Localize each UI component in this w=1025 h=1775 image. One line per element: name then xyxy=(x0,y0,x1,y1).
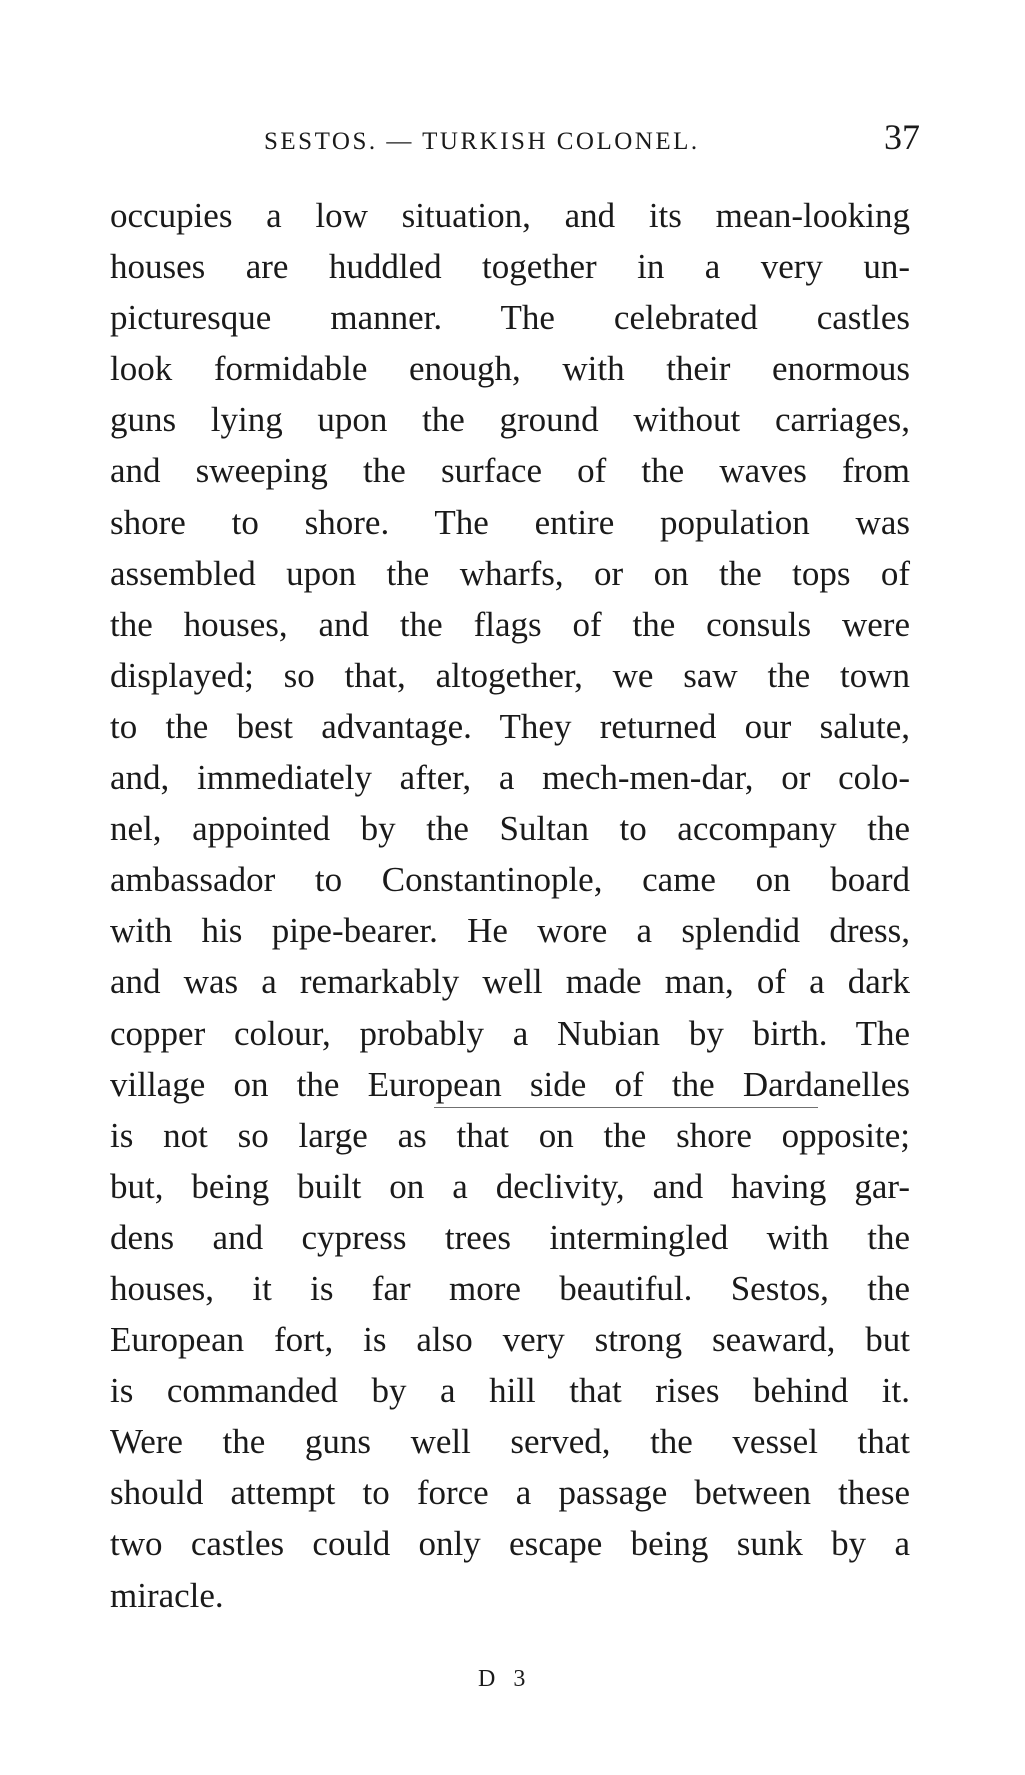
text-line: is commanded by a hill that rises behind it. xyxy=(110,1371,910,1411)
signature-mark xyxy=(478,1662,531,1694)
signature-mark-text: D 3 xyxy=(478,1666,532,1692)
text-line: occupies a low situation, and its mean-looking xyxy=(110,196,910,235)
text-line: look formidable enough, with their enormous xyxy=(110,349,910,389)
text-line: and, immediately after, a mech-men-dar, or colo- xyxy=(110,758,910,798)
text-line: assembled upon the wharfs, or on the tops of xyxy=(110,553,910,593)
running-title: SESTOS. — TURKISH COLONEL. xyxy=(264,128,700,155)
text-line: shore to shore. The entire population was xyxy=(110,502,910,542)
text-line: two castles could only escape being sunk by a xyxy=(110,1524,910,1564)
text-line: picturesque manner. The celebrated castles xyxy=(110,298,910,338)
text-line: the houses, and the flags of the consuls were xyxy=(110,604,910,644)
text-line: miracle. xyxy=(110,1575,224,1615)
text-line: Were the guns well served, the vessel that xyxy=(110,1422,910,1462)
text-line: displayed; so that, altogether, we saw the town xyxy=(110,655,910,695)
text-line: and was a remarkably well made man, of a dark xyxy=(110,962,910,1002)
text-line: village on the European side of the Dardanelles xyxy=(110,1064,910,1104)
text-line: houses, it is far more beautiful. Sestos, the xyxy=(110,1268,910,1308)
text-line: should attempt to force a passage between these xyxy=(110,1473,910,1513)
pencil-underline xyxy=(434,1107,818,1108)
page-number: 37 xyxy=(884,117,920,157)
text-line: but, being built on a declivity, and having gar- xyxy=(110,1166,910,1206)
text-line: to the best advantage. They returned our salute, xyxy=(110,706,910,746)
running-head xyxy=(264,128,700,156)
text-line: copper colour, probably a Nubian by birth. The xyxy=(110,1013,910,1053)
text-line: and sweeping the surface of the waves from xyxy=(110,451,910,491)
text-line: with his pipe-bearer. He wore a splendid dress, xyxy=(110,911,910,951)
text-line: nel, appointed by the Sultan to accompany the xyxy=(110,809,910,849)
text-line: houses are huddled together in a very un- xyxy=(110,247,910,287)
text-line: European fort, is also very strong seaward, but xyxy=(110,1320,910,1360)
text-line: is not so large as that on the shore opposite; xyxy=(110,1115,910,1155)
text-line: ambassador to Constantinople, came on board xyxy=(110,860,910,900)
text-line: dens and cypress trees intermingled with the xyxy=(110,1217,910,1257)
text-line: guns lying upon the ground without carriages, xyxy=(110,400,910,440)
body-text xyxy=(110,190,910,1621)
